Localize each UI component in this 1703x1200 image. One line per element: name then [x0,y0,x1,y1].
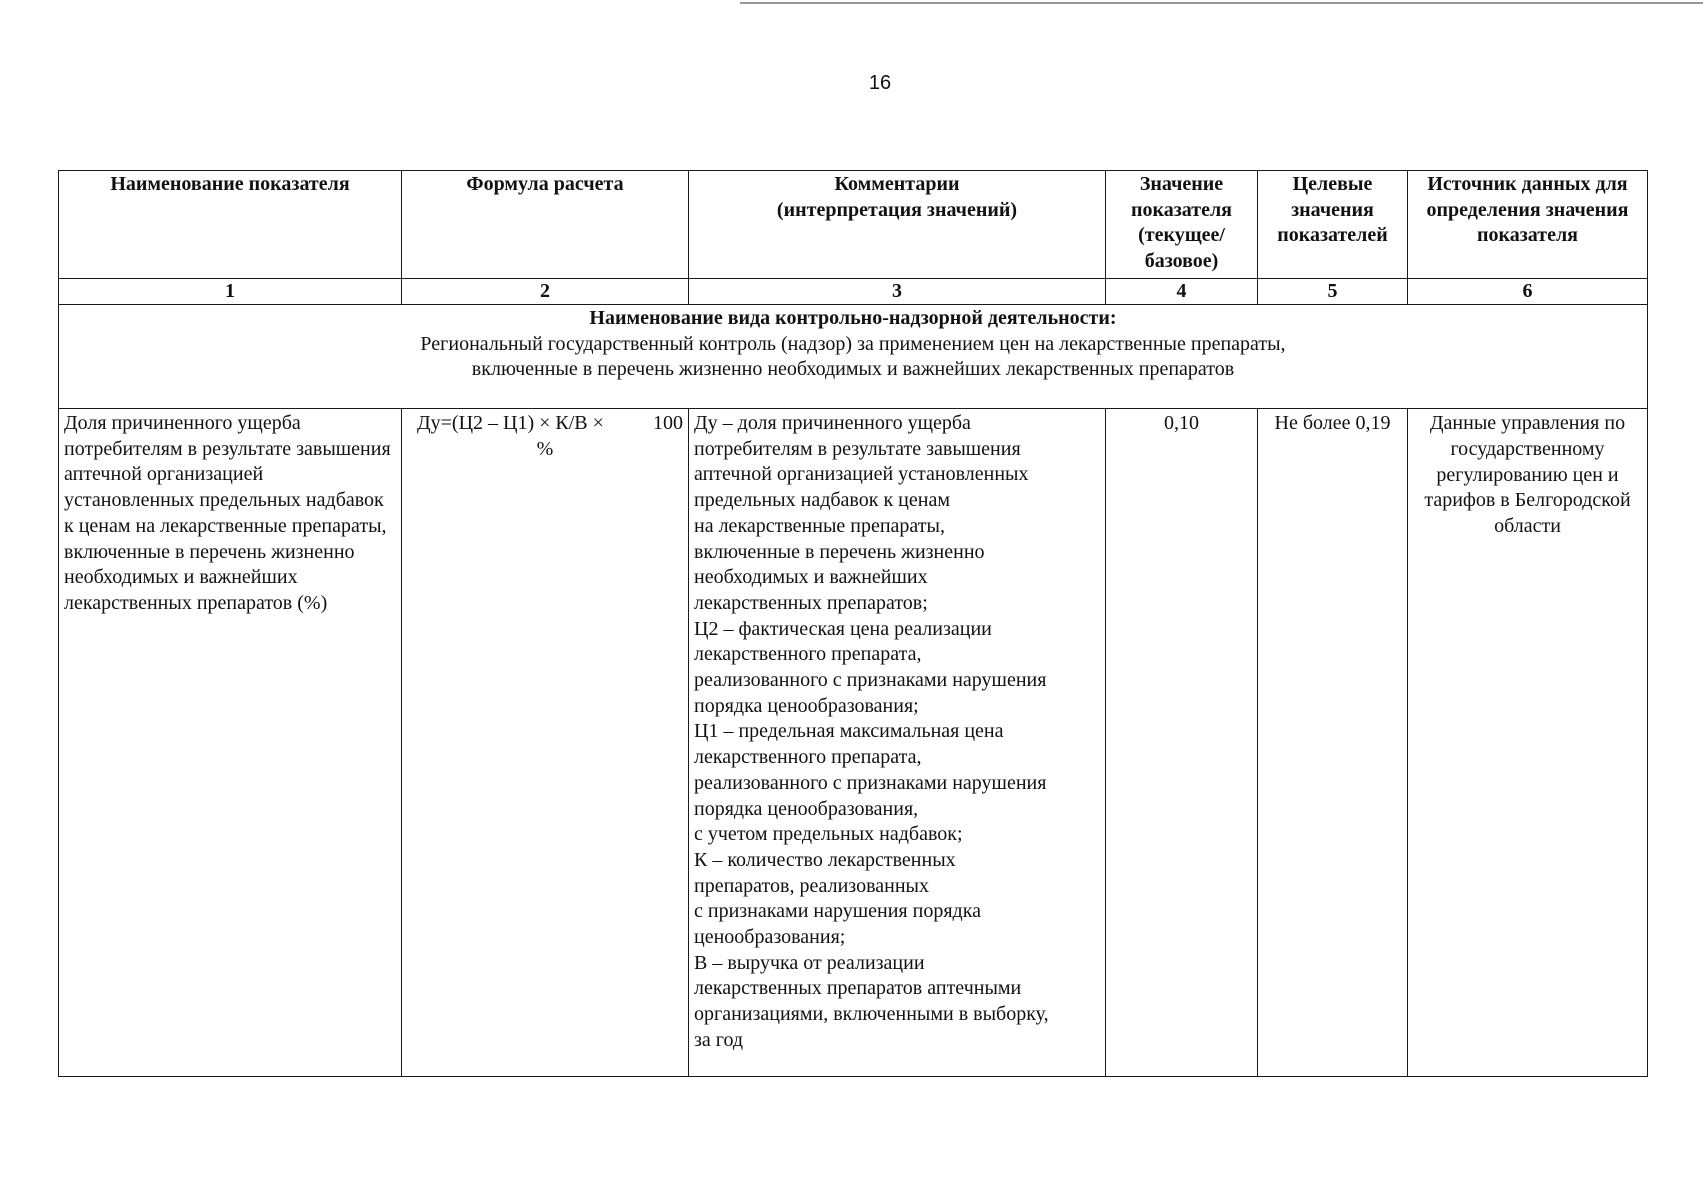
comment-line: ценообразования; [694,926,846,949]
header-comments: Комментарии (интерпретация значений) [689,171,1106,279]
section-cell [59,305,1648,409]
comment-line: необходимых и важнейших [694,566,928,589]
comment-line: реализованного с признаками нарушения [694,771,1047,794]
comment-line: реализованного с признаками нарушения [694,669,1047,692]
comment-line: Ц1 – предельная максимальная цена [694,720,1004,743]
formula-expression: Ду=(Ц2 – Ц1) × К/В × [417,412,604,434]
comment-line: лекарственных препаратов аптечными [694,977,1022,1000]
section-title-line: Региональный государственный контроль (надзор) за применением цен на лекарственные препараты, [420,332,1286,355]
comment-line: лекарственного препарата, [694,643,922,666]
comment-line: препаратов, реализованных [694,874,929,897]
page-number: 16 [868,72,892,94]
current-value-cell: 0,10 [1106,409,1258,1077]
indicators-table [58,170,1648,1077]
data-source-cell: Данные управления по государственному регулированию цен и тарифов в Белгородской области [1408,409,1648,1077]
column-number-row [59,279,1648,305]
header-value: Значение показателя (текущее/ базовое) [1106,171,1258,279]
comment-line: с учетом предельных надбавок; [694,823,963,846]
comment-line: В – выручка от реализации [694,951,925,974]
comment-line: включенные в перечень жизненно [694,540,985,563]
section-heading: Наименование вида контрольно-надзорной деятельности: [589,307,1117,329]
comment-line: лекарственного препарата, [694,746,922,769]
scan-edge-line [740,2,1703,4]
header-formula: Формула расчета [402,171,689,279]
indicator-name-cell: Доля причиненного ущерба потребителям в результате завышения аптечной организацией установленных предельных надбавок к ценам на лекарственные препараты, включенные в перечень жизненно необходимых и важнейших лекарственных препаратов (%) [59,409,402,1077]
column-number: 1 [59,279,402,305]
comment-line: Ду – доля причиненного ущерба [694,412,971,434]
header-indicator-name: Наименование показателя [59,171,402,279]
header-target: Целевые значения показателей [1258,171,1408,279]
comment-line: на лекарственные препараты, [694,514,945,537]
formula-line [407,411,683,437]
comment-line: организациями, включенными в выборку, [694,1003,1049,1026]
target-value-cell: Не более 0,19 [1258,409,1408,1077]
column-number: 5 [1258,279,1408,305]
comment-line: за год [694,1028,744,1051]
comments-cell [689,409,1106,1077]
table-header-row [59,171,1648,279]
section-row [59,305,1648,409]
section-title-line: включенные в перечень жизненно необходимых и важнейших лекарственных препаратов [471,358,1235,381]
column-number: 4 [1106,279,1258,305]
comment-line: с признаками нарушения порядка [694,900,981,923]
comment-line: Ц2 – фактическая цена реализации [694,617,992,640]
comment-line: потребителям в результате завышения [694,437,1021,460]
comment-line: порядка ценообразования, [694,797,919,820]
comment-line: лекарственных препаратов; [694,591,928,614]
comment-line: порядка ценообразования; [694,694,919,717]
comment-line: аптечной организацией установленных [694,463,1029,486]
comment-line: К – количество лекарственных [694,848,956,871]
formula-multiplier: 100 [653,412,683,434]
comment-line: предельных надбавок к ценам [694,489,950,512]
formula-cell [402,409,689,1077]
column-number: 3 [689,279,1106,305]
column-number: 6 [1408,279,1648,305]
formula-unit: % [536,437,554,460]
table-row [59,409,1648,1077]
column-number: 2 [402,279,689,305]
header-data-source: Источник данных для определения значения показателя [1408,171,1648,279]
